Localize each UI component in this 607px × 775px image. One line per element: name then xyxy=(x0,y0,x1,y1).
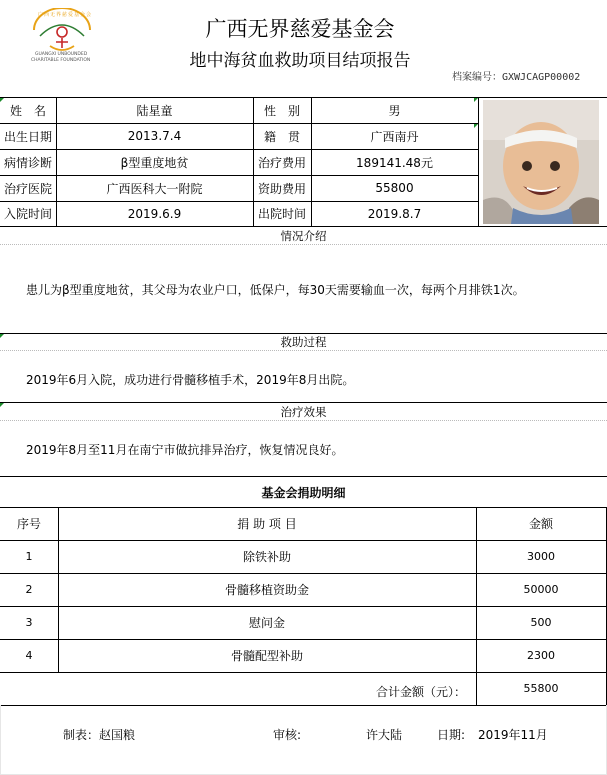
logo-text-cn: 广西无界慈爱基金会 xyxy=(38,12,93,18)
diagnosis-label: 病情诊断 xyxy=(3,155,52,170)
archive-number xyxy=(452,68,580,83)
admit-label: 入院时间 xyxy=(3,207,52,221)
discharge-value: 2019.8.7 xyxy=(367,206,422,221)
row-item: 慰问金 xyxy=(248,616,285,630)
row-no: 1 xyxy=(25,550,33,563)
col-item-header: 捐 助 项 目 xyxy=(237,517,297,531)
maker-label: 制表： xyxy=(63,728,100,742)
total-label: 合计金额（元）： xyxy=(376,685,467,699)
admit-value: 2019.6.9 xyxy=(127,206,182,221)
gender-label: 性 别 xyxy=(263,103,300,118)
origin-value: 广西南丹 xyxy=(370,129,419,144)
intro-text: 患儿为β型重度地贫，其父母为农业户口，低保户，每30天需要输血一次，每两个月排铁1次。 xyxy=(26,283,525,297)
archive-label: 档案编号： xyxy=(452,72,502,83)
hospital-label: 治疗医院 xyxy=(3,181,52,196)
effect-text: 2019年8月至11月在南宁市做抗排异治疗，恢复情况良好。 xyxy=(26,443,344,457)
logo-text-en-2: CHARITABLE FOUNDATION xyxy=(31,58,91,63)
diagnosis-value: β型重度地贫 xyxy=(120,155,189,170)
reviewer-label: 审核: xyxy=(273,728,302,742)
row-amount: 2300 xyxy=(527,649,555,662)
patient-photo xyxy=(483,100,599,224)
cost-label: 治疗费用 xyxy=(257,155,306,170)
row-item: 除铁补助 xyxy=(242,550,291,564)
date-label: 日期: xyxy=(437,728,466,742)
date-value: 2019年11月 xyxy=(478,728,548,742)
total-value: 55800 xyxy=(523,682,559,695)
name-label: 姓 名 xyxy=(9,103,46,118)
row-amount: 500 xyxy=(530,616,552,629)
page-subtitle: 地中海贫血救助项目结项报告 xyxy=(189,50,411,71)
row-item: 骨髓移植资助金 xyxy=(224,583,309,597)
process-text: 2019年6月入院，成功进行骨髓移植手术，2019年8月出院。 xyxy=(26,373,355,387)
row-amount: 50000 xyxy=(523,583,559,596)
birth-value: 2013.7.4 xyxy=(127,129,182,143)
reviewer-name: 许大陆 xyxy=(366,728,403,742)
row-amount: 3000 xyxy=(527,550,555,563)
gender-value: 男 xyxy=(388,103,401,118)
aid-value: 55800 xyxy=(375,181,414,195)
discharge-label: 出院时间 xyxy=(257,207,306,221)
intro-title: 情况介绍 xyxy=(280,228,327,243)
logo-text-en-1: GUANGXI UNBOUNDED xyxy=(35,52,88,57)
origin-label: 籍 贯 xyxy=(263,129,300,144)
name-value: 陆星童 xyxy=(136,103,173,118)
effect-title: 治疗效果 xyxy=(280,404,327,419)
donation-title: 基金会捐助明细 xyxy=(261,485,346,500)
row-no: 3 xyxy=(25,616,33,629)
birth-label: 出生日期 xyxy=(3,129,52,144)
col-no-header: 序号 xyxy=(16,517,41,531)
row-item: 骨髓配型补助 xyxy=(230,649,303,663)
cost-value: 189141.48元 xyxy=(356,155,433,170)
page-title: 广西无界慈爱基金会 xyxy=(205,17,395,41)
maker-name: 赵国粮 xyxy=(99,728,136,742)
aid-label: 资助费用 xyxy=(257,181,306,196)
row-no: 2 xyxy=(25,583,33,596)
process-title: 救助过程 xyxy=(280,335,327,349)
row-no: 4 xyxy=(25,649,33,662)
hospital-value: 广西医科大一附院 xyxy=(106,181,203,196)
col-amount-header: 金额 xyxy=(528,517,553,531)
archive-value: GXWJCAGP00002 xyxy=(502,72,581,83)
